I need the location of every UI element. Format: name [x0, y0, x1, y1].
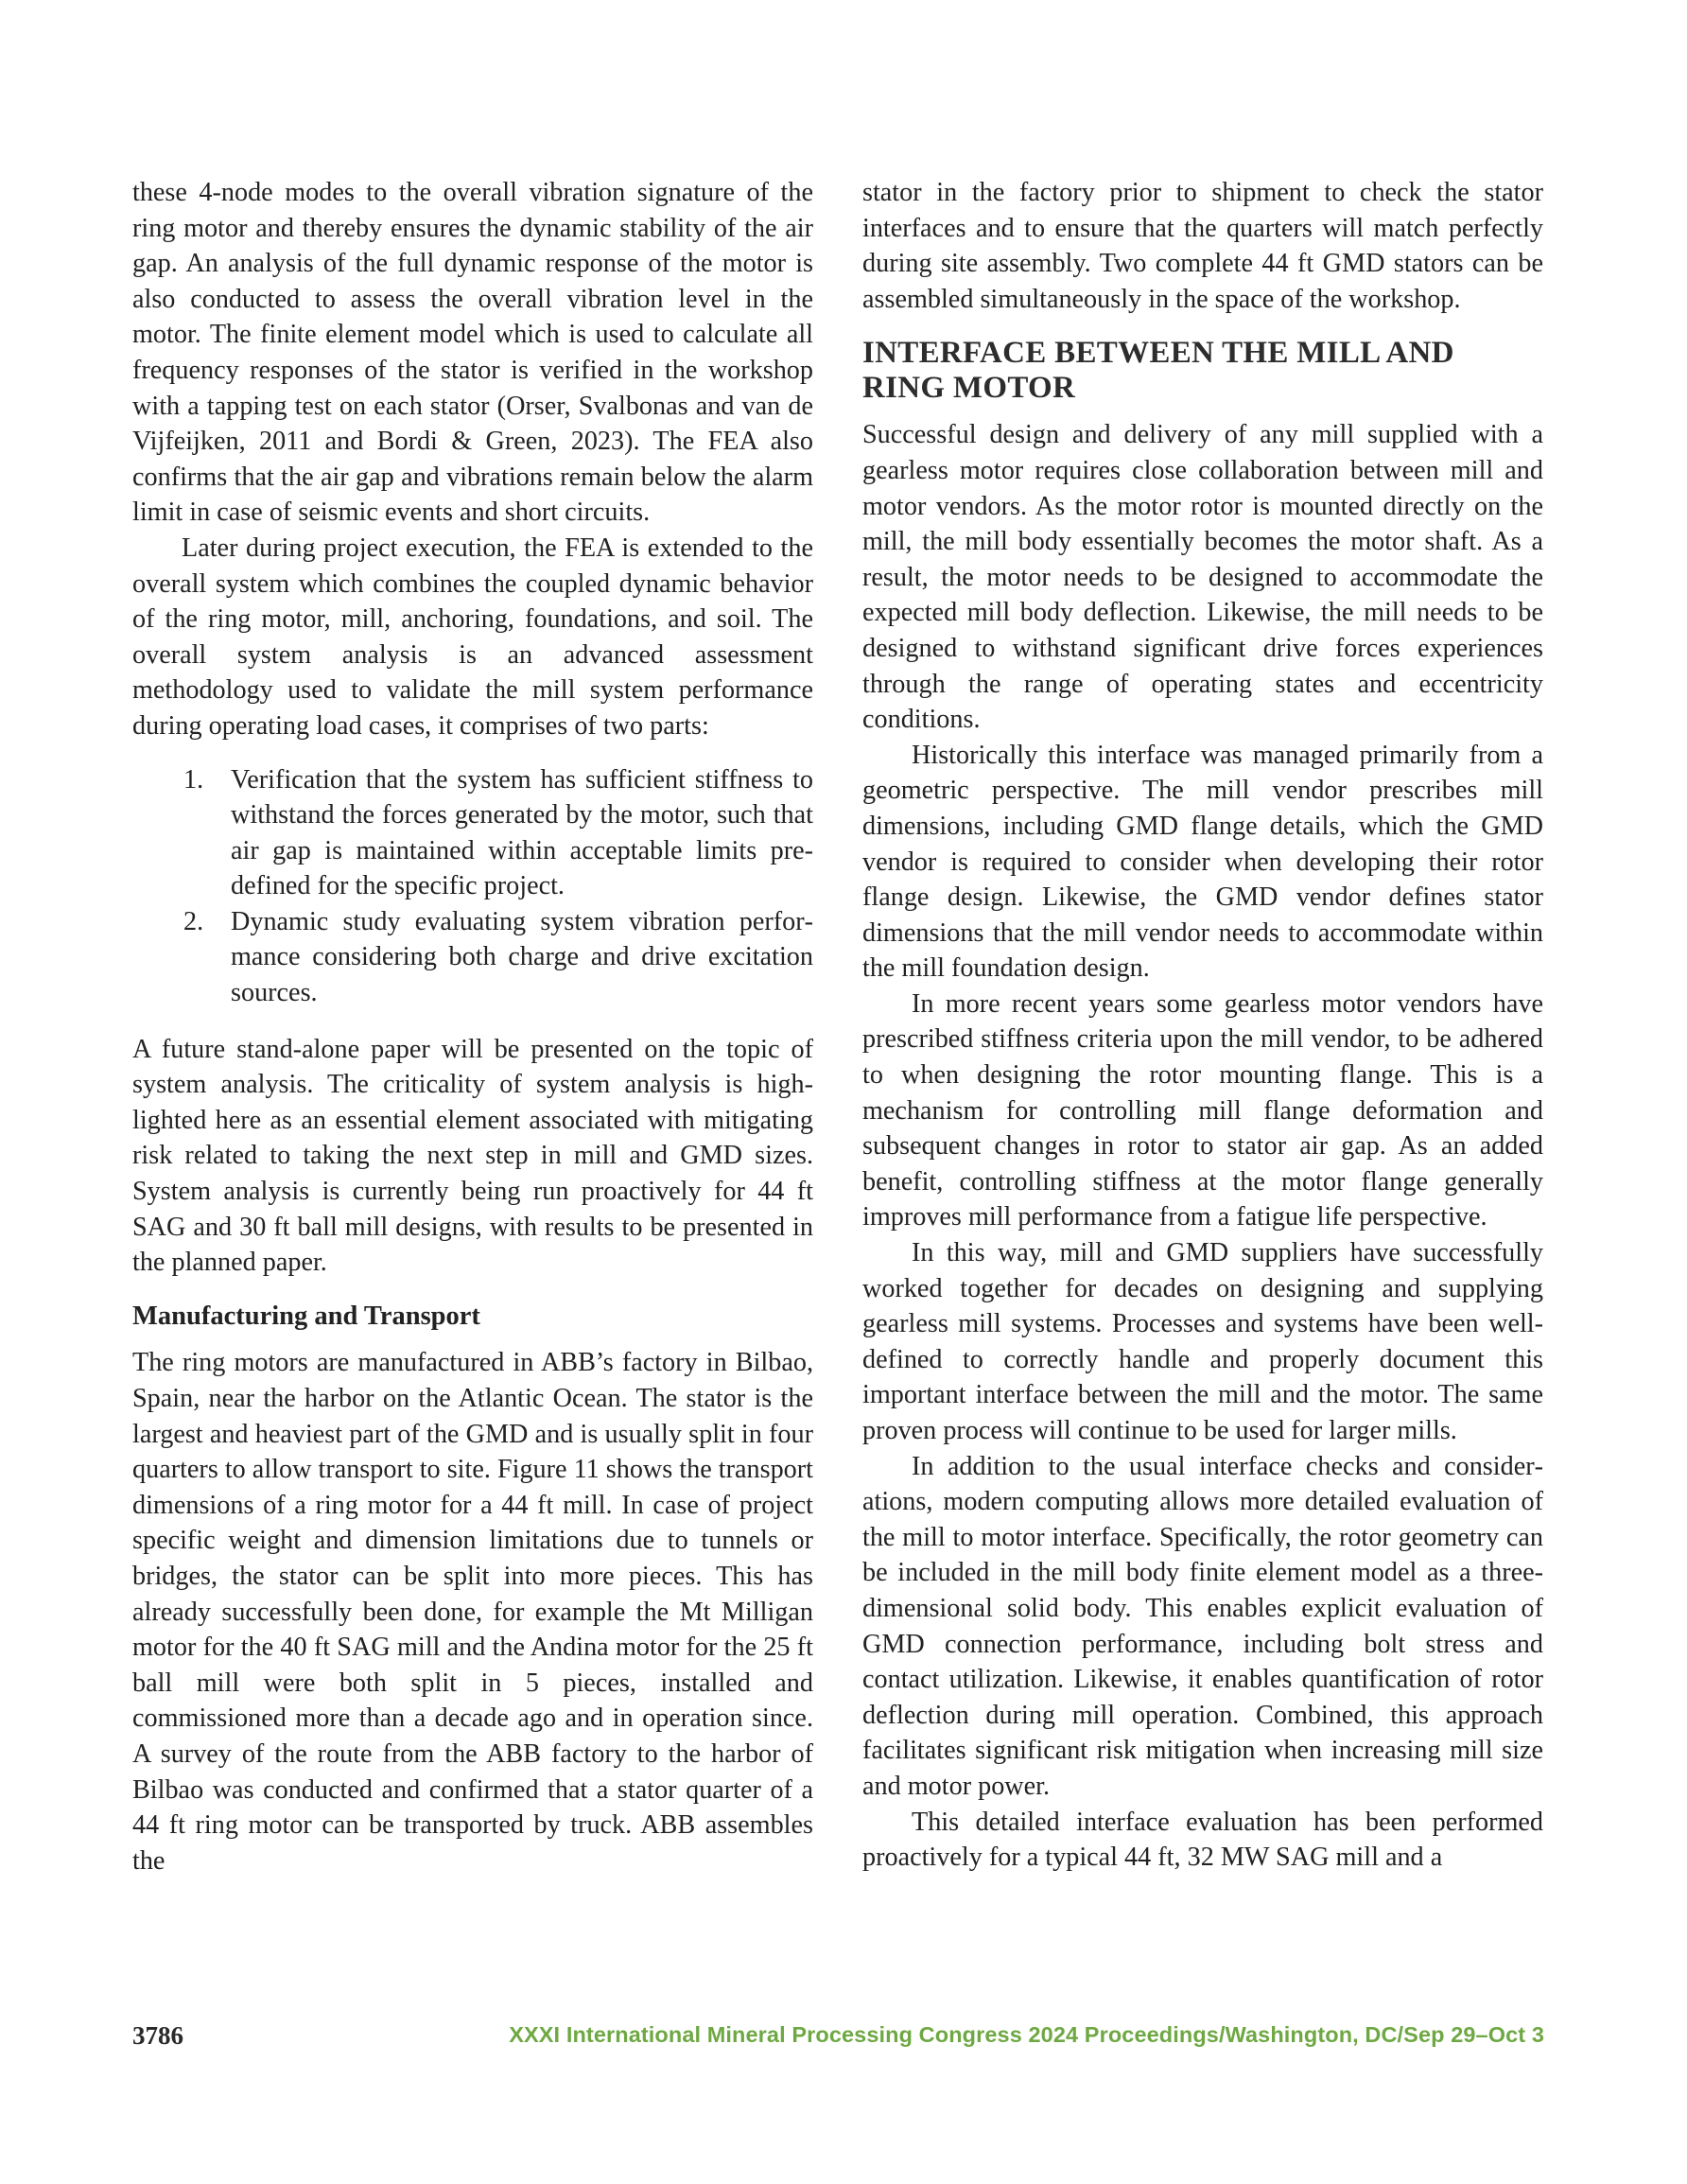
- page-footer: [132, 2021, 1544, 2059]
- subsection-heading: Manufacturing and Transport: [132, 1301, 480, 1331]
- numbered-list: [132, 762, 813, 1011]
- paragraph: The ring motors are manufactured in ABB’s factory in Bilbao, Spain, near the harbor on the Atlantic Ocean. The stator is the largest and heaviest part of the GMD and is usually split in four quarters to allow transport to site. Figure 11 shows the transport dimensions of a ring motor for a 44 ft mill. In case of project specific weight and dimension limitations due to tunnels or bridges, the stator can be split into more pieces. This has already successfully been done, for example the Mt Milligan motor for the 40 ft SAG mill and the Andina motor for the 25 ft ball mill were both split in 5 pieces, installed and commissioned more than a decade ago and in operation since. A survey of the route from the ABB factory to the harbor of Bilbao was conducted and confirmed that a stator quarter of a 44 ft ring motor can be transported by truck. ABB assembles the: [132, 1348, 813, 1876]
- paragraph: these 4-node modes to the overall vibration signature of the ring motor and thereby ensures the dynamic stability of the air gap. An analysis of the full dynamic response of the motor is also conducted to assess the overall vibration level in the motor. The finite element model which is used to calculate all frequency responses of the stator is verified in the workshop with a tapping test on each stator (Orser, Svalbonas and van de Vijfeijken, 2011 and Bordi & Green, 2023). The FEA also confirms that the air gap and vibrations remain below the alarm limit in case of seismic events and short circuits.: [132, 178, 813, 528]
- list-number: 2.: [183, 906, 204, 936]
- list-item-text: Dynamic study evaluating system vibration performance considering both charge and drive excitation sources.: [231, 906, 813, 1008]
- paragraph: Historically this interface was managed primarily from a geometric perspective. The mill vendor prescribes mill dimensions, including GMD flange details, which the GMD vendor is required to consider when developing their rotor flange design. Likewise, the GMD vendor defines stator dimensions that the mill vendor needs to accommodate within the mill foundation design.: [862, 740, 1543, 984]
- list-number: 1.: [183, 764, 204, 795]
- conference-title: XXXI International Mineral Processing Congress 2024 Proceedings/Washington, DC/Sep 29–Oct 3: [509, 2022, 1544, 2047]
- paragraph: In addition to the usual interface checks and considerations, modern computing allows more detailed evaluation of the mill to motor interface. Specifically, the rotor geometry can be included in the mill body finite element model as a three-dimensional solid body. This enables explicit evaluation of GMD connection performance, including bolt stress and contact utilization. Likewise, it enables quantification of rotor deflection during mill operation. Combined, this approach facilitates significant risk mitigation when increasing mill size and motor power.: [862, 1451, 1543, 1801]
- paragraph: In this way, mill and GMD suppliers have successfully worked together for decades on designing and supplying gearless mill systems. Processes and systems have been well-defined to correctly handle and properly document this important interface between the mill and the motor. The same proven process will continue to be used for larger mills.: [862, 1238, 1543, 1445]
- list-item: [132, 762, 813, 904]
- paragraph: Later during project execution, the FEA is extended to the overall system which combines the coupled dynamic behavior of the ring motor, mill, anchoring, foundations, and soil. The overall system analysis is an advanced assessment methodology used to validate the mill system performance during operating load cases, it comprises of two parts:: [132, 533, 813, 741]
- list-item: [132, 904, 813, 1011]
- paragraph: This detailed interface evaluation has been performed proactively for a typical 44 ft, 32 MW SAG mill and a: [862, 1807, 1543, 1873]
- list-item-text: Verification that the system has sufficient stiffness to withstand the forces generated by the motor, such that air gap is maintained within acceptable limits pre-defined for the specific project.: [231, 764, 813, 901]
- page-number: 3786: [132, 2021, 183, 2050]
- paragraph: Successful design and delivery of any mill supplied with a gearless motor requires close collaboration between mill and motor vendors. As the motor rotor is mounted directly on the mill, the mill body essentially becomes the motor shaft. As a result, the motor needs to be designed to accommodate the expected mill body deflection. Likewise, the mill needs to be designed to withstand significant drive forces experiences through the range of operating states and eccentricity conditions.: [862, 420, 1543, 735]
- paragraph: stator in the factory prior to shipment to check the stator interfaces and to ensure that the quarters will match perfectly during site assembly. Two complete 44 ft GMD stators can be assembled simultaneously in the space of the workshop.: [862, 178, 1543, 314]
- paragraph: A future stand-alone paper will be presented on the topic of system analysis. The criticality of system analysis is highlighted here as an essential element associated with mitigating risk related to taking the next step in mill and GMD sizes. System analysis is currently being run proactively for 44 ft SAG and 30 ft ball mill designs, with results to be presented in the planned paper.: [132, 1034, 813, 1278]
- right-column: [862, 175, 1543, 1876]
- section-heading: INTERFACE BETWEEN THE MILL AND RING MOTOR: [862, 336, 1454, 406]
- paragraph: In more recent years some gearless motor vendors have prescribed stiffness criteria upon the mill vendor, to be adhered to when designing the rotor mounting flange. This is a mechanism for controlling mill flange deformation and subsequent changes in rotor to stator air gap. As an added benefit, controlling stiffness at the motor flange generally improves mill performance from a fatigue life perspective.: [862, 988, 1543, 1232]
- left-column: [132, 175, 813, 1878]
